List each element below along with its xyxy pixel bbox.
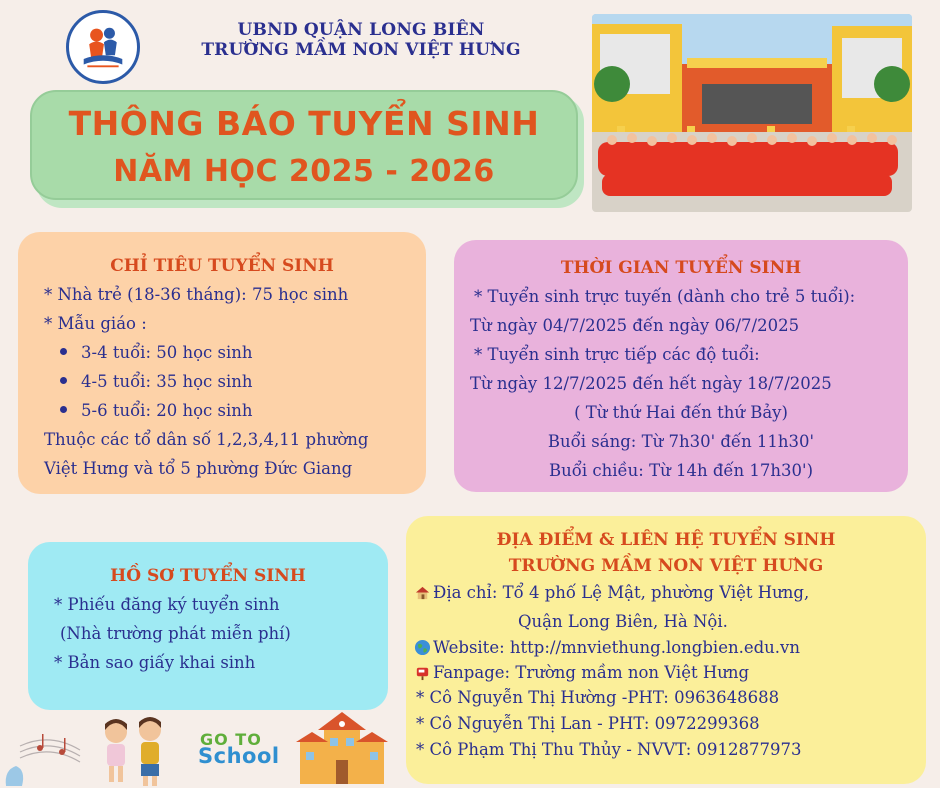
school-name: TRƯỜNG MẦM NON VIỆT HƯNG [201,40,521,60]
documents-item-1-note: (Nhà trường phát miễn phí) [60,624,291,643]
area-line-2: Việt Hưng và tổ 5 phường Đức Giang [44,459,353,478]
fanpage-link[interactable]: Fanpage: Trường mầm non Việt Hưng [433,663,750,682]
online-dates: Từ ngày 04/7/2025 đến ngày 06/7/2025 [470,316,800,335]
morning-hours: Buổi sáng: Từ 7h30' đến 11h30' [547,432,815,451]
group-4-5: 4-5 tuổi: 35 học sinh [60,372,253,391]
quota-heading: CHỈ TIÊU TUYỂN SINH [110,256,334,276]
house-icon [414,584,431,601]
music-note-icon [0,726,90,788]
kindergarten-label: * Mẫu giáo : [44,314,147,333]
globe-icon [414,639,431,656]
contact-person-3: * Cô Phạm Thị Thu Thủy - NVVT: 0912877973 [416,740,802,759]
children-illustration [96,714,172,788]
contact-person-1: * Cô Nguyễn Thị Hường -PHT: 0963648688 [416,688,780,707]
address-line-1: Địa chỉ: Tổ 4 phố Lệ Mật, phường Việt Hưng, [433,583,810,602]
online-title: * Tuyển sinh trực tuyến (dành cho trẻ 5 tuổi): [474,287,856,306]
direct-dates: Từ ngày 12/7/2025 đến hết ngày 18/7/2025 [470,374,832,393]
district-name: UBND QUẬN LONG BIÊN [237,20,485,40]
school-logo [66,10,140,84]
weekdays-note: ( Từ thứ Hai đến thứ Bảy) [574,403,788,422]
area-line-1: Thuộc các tổ dân số 1,2,3,4,11 phường [44,430,369,449]
direct-title: * Tuyển sinh trực tiếp các độ tuổi: [474,345,760,364]
school-year-title: NĂM HỌC 2025 - 2026 [113,154,495,189]
group-5-6: 5-6 tuổi: 20 học sinh [60,401,253,420]
school-photo [592,14,912,212]
nursery-quota: * Nhà trẻ (18-36 tháng): 75 học sinh [44,285,349,304]
schedule-heading: THỜI GIAN TUYỂN SINH [560,258,802,278]
group-3-4: 3-4 tuổi: 50 học sinh [60,343,253,362]
contact-school-heading: TRƯỜNG MẦM NON VIỆT HƯNG [508,556,824,576]
website-link[interactable]: Website: http://mnviethung.longbien.edu.vn [433,638,800,657]
documents-item-1: * Phiếu đăng ký tuyển sinh [54,595,280,614]
contact-heading: ĐỊA ĐIỂM & LIÊN HỆ TUYỂN SINH [496,530,836,550]
go-to-text: GO TO [200,730,262,749]
fanpage-row [414,663,749,682]
address-line-2: Quận Long Biên, Hà Nội. [518,612,728,631]
documents-item-2: * Bản sao giấy khai sinh [54,653,256,672]
address-line-1-row [414,583,809,602]
announcement-title: THÔNG BÁO TUYỂN SINH [68,104,540,143]
school-text: School [198,744,280,768]
afternoon-hours: Buổi chiều: Từ 14h đến 17h30') [548,461,814,480]
mailbox-icon [414,664,431,681]
school-building-illustration [294,708,390,788]
website-row [414,638,800,657]
contact-person-2: * Cô Nguyễn Thị Lan - PHT: 0972299368 [416,714,760,733]
documents-heading: HỒ SƠ TUYỂN SINH [110,566,306,586]
